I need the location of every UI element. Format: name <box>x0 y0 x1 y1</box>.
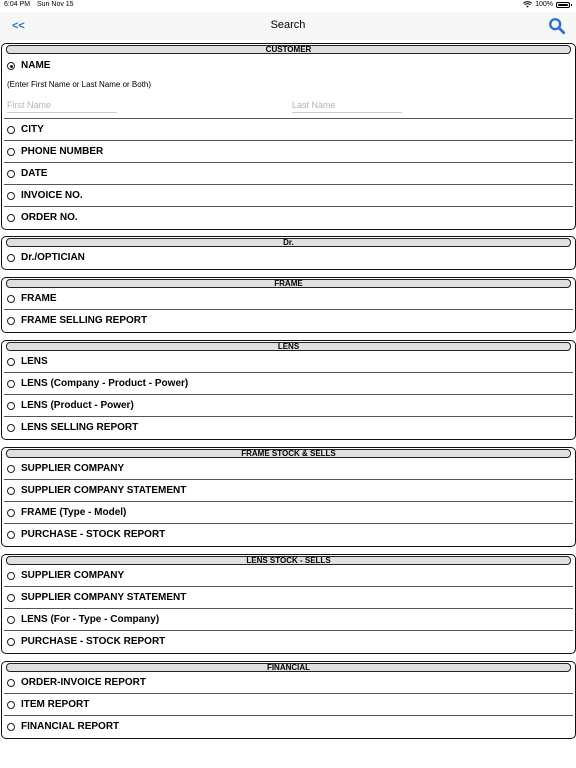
option-label: ITEM REPORT <box>21 699 90 710</box>
option-label: LENS (For - Type - Company) <box>21 614 160 625</box>
option-label: CITY <box>21 124 44 135</box>
radio-empty-icon[interactable] <box>7 402 15 410</box>
page-title: Search <box>270 19 306 31</box>
last-name-field[interactable] <box>292 98 402 113</box>
radio-empty-icon[interactable] <box>7 616 15 624</box>
radio-empty-icon[interactable] <box>7 192 15 200</box>
name-hint: (Enter First Name or Last Name or Both) <box>7 80 152 89</box>
back-button[interactable]: << <box>12 20 25 32</box>
radio-empty-icon[interactable] <box>7 170 15 178</box>
search-icon[interactable] <box>548 17 566 35</box>
option-label: LENS (Product - Power) <box>21 400 134 411</box>
radio-empty-icon[interactable] <box>7 638 15 646</box>
option-frame[interactable] <box>4 288 573 310</box>
frame-section <box>1 277 576 333</box>
option-label: LENS (Company - Product - Power) <box>21 378 189 389</box>
section-header: Dr. <box>6 238 571 247</box>
option-invoice-no[interactable] <box>4 185 573 207</box>
option-label: SUPPLIER COMPANY <box>21 570 125 581</box>
option-label: PURCHASE - STOCK REPORT <box>21 529 166 540</box>
radio-empty-icon[interactable] <box>7 679 15 687</box>
section-header: CUSTOMER <box>6 45 571 54</box>
option-lens-company-product-power[interactable] <box>4 373 573 395</box>
radio-empty-icon[interactable] <box>7 487 15 495</box>
first-name-field[interactable] <box>7 98 117 113</box>
radio-empty-icon[interactable] <box>7 295 15 303</box>
option-lens-product-power[interactable] <box>4 395 573 417</box>
option-order-no[interactable] <box>4 207 573 229</box>
option-date[interactable] <box>4 163 573 185</box>
option-label: Dr./OPTICIAN <box>21 252 85 263</box>
radio-empty-icon[interactable] <box>7 424 15 432</box>
option-label: PHONE NUMBER <box>21 146 104 157</box>
frame-stock-section <box>1 447 576 547</box>
option-frame-selling-report[interactable] <box>4 310 573 332</box>
radio-selected-icon[interactable] <box>7 62 15 70</box>
option-phone-number[interactable] <box>4 141 573 163</box>
option-financial-report[interactable] <box>4 716 573 738</box>
radio-empty-icon[interactable] <box>7 465 15 473</box>
option-label: FRAME SELLING REPORT <box>21 315 148 326</box>
name-option <box>4 54 573 119</box>
lens-section <box>1 340 576 440</box>
section-header: LENS <box>6 342 571 351</box>
option-item-report[interactable] <box>4 694 573 716</box>
option-supplier-company-statement[interactable] <box>4 587 573 609</box>
radio-empty-icon[interactable] <box>7 509 15 517</box>
radio-empty-icon[interactable] <box>7 701 15 709</box>
option-lens-selling-report[interactable] <box>4 417 573 439</box>
radio-empty-icon[interactable] <box>7 723 15 731</box>
option-supplier-company[interactable] <box>4 565 573 587</box>
radio-empty-icon[interactable] <box>7 126 15 134</box>
option-label: SUPPLIER COMPANY <box>21 463 125 474</box>
radio-empty-icon[interactable] <box>7 148 15 156</box>
battery-icon <box>556 2 570 8</box>
radio-empty-icon[interactable] <box>7 594 15 602</box>
battery-percent: 100% <box>535 1 553 8</box>
section-header: FRAME STOCK & SELLS <box>6 449 571 458</box>
section-header: FINANCIAL <box>6 663 571 672</box>
section-header: FRAME <box>6 279 571 288</box>
wifi-icon <box>523 1 532 8</box>
status-bar <box>0 0 576 12</box>
option-frame-type-model[interactable] <box>4 502 573 524</box>
option-optician[interactable] <box>4 247 573 269</box>
option-lens[interactable] <box>4 351 573 373</box>
option-label-name[interactable]: NAME <box>21 60 51 71</box>
status-right <box>523 1 570 8</box>
option-label: FINANCIAL REPORT <box>21 721 120 732</box>
radio-empty-icon[interactable] <box>7 254 15 262</box>
option-city[interactable] <box>4 119 573 141</box>
radio-empty-icon[interactable] <box>7 214 15 222</box>
option-label: DATE <box>21 168 48 179</box>
option-purchase-stock-report[interactable] <box>4 524 573 546</box>
doctor-section <box>1 236 576 270</box>
option-supplier-company[interactable] <box>4 458 573 480</box>
option-label: INVOICE NO. <box>21 190 83 201</box>
radio-empty-icon[interactable] <box>7 572 15 580</box>
option-label: FRAME (Type - Model) <box>21 507 127 518</box>
option-purchase-stock-report[interactable] <box>4 631 573 653</box>
section-header: LENS STOCK - SELLS <box>6 556 571 565</box>
option-label: LENS <box>21 356 48 367</box>
customer-section <box>1 43 576 230</box>
option-supplier-company-statement[interactable] <box>4 480 573 502</box>
option-order-invoice-report[interactable] <box>4 672 573 694</box>
status-date: Sun Nov 15 <box>37 1 74 8</box>
option-lens-for-type-company[interactable] <box>4 609 573 631</box>
option-label: LENS SELLING REPORT <box>21 422 139 433</box>
option-label: ORDER-INVOICE REPORT <box>21 677 147 688</box>
radio-empty-icon[interactable] <box>7 317 15 325</box>
lens-stock-section <box>1 554 576 654</box>
navigation-bar <box>0 12 576 40</box>
option-label: SUPPLIER COMPANY STATEMENT <box>21 485 187 496</box>
option-label: SUPPLIER COMPANY STATEMENT <box>21 592 187 603</box>
radio-empty-icon[interactable] <box>7 531 15 539</box>
radio-empty-icon[interactable] <box>7 358 15 366</box>
financial-section <box>1 661 576 739</box>
option-label: ORDER NO. <box>21 212 78 223</box>
status-time: 6:04 PM <box>4 1 31 8</box>
option-label: FRAME <box>21 293 57 304</box>
radio-empty-icon[interactable] <box>7 380 15 388</box>
option-label: PURCHASE - STOCK REPORT <box>21 636 166 647</box>
